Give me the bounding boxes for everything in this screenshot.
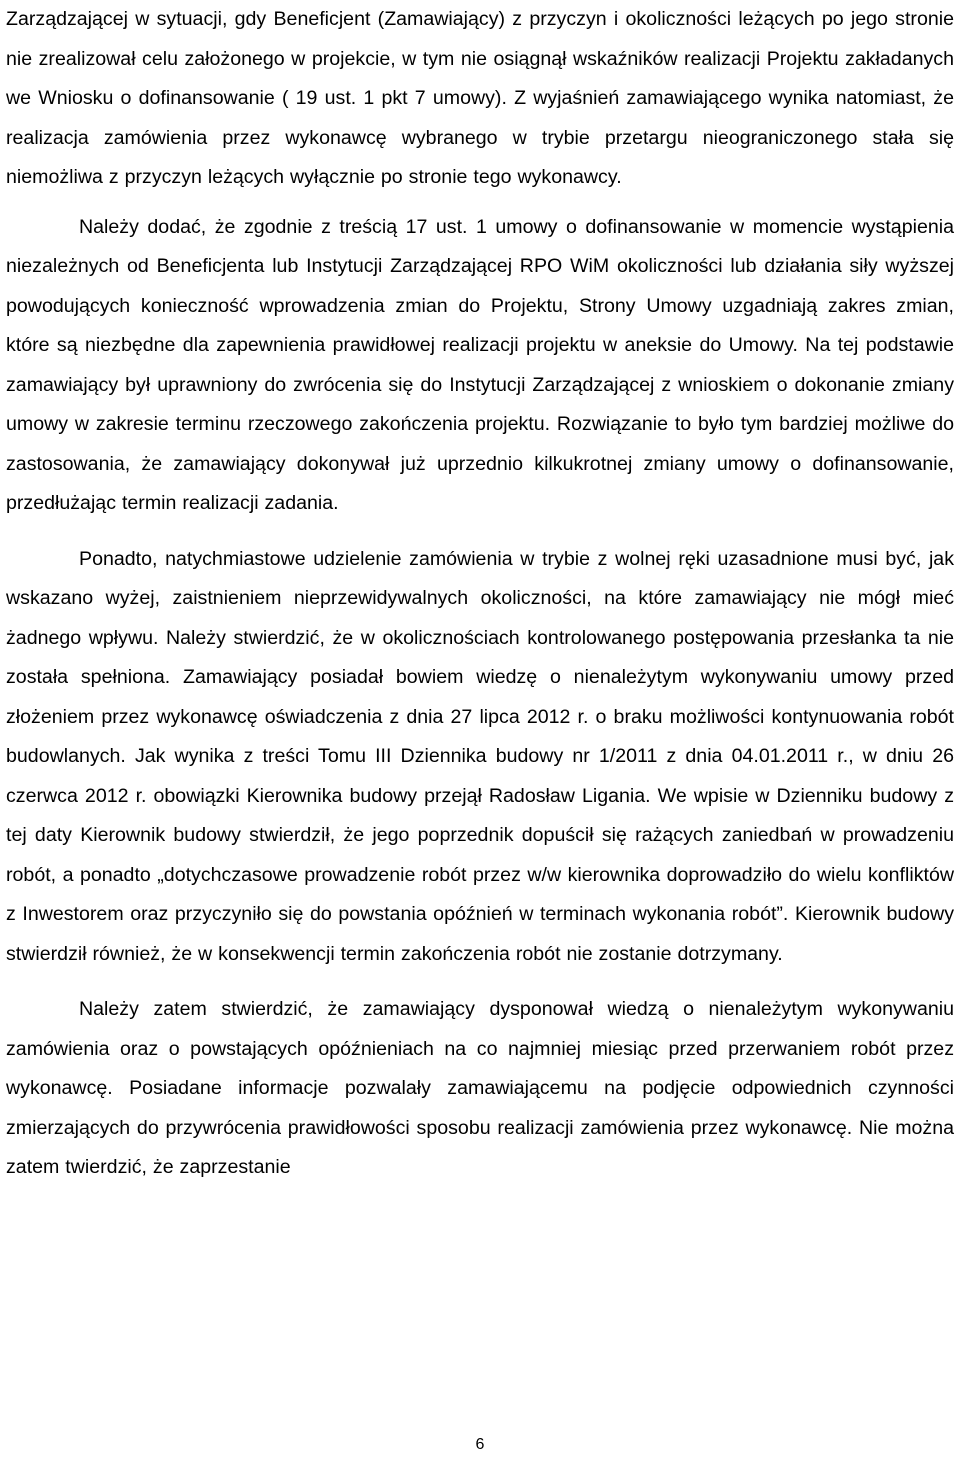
paragraph: Ponadto, natychmiastowe udzielenie zamówienia w trybie z wolnej ręki uzasadnione musi być, jak wskazano wyżej, zaistnieniem nieprzewidywalnych okoliczności, na które zamawiający nie mógł mieć żadnego wpływu. Należy stwierdzić, że w okolicznościach kontrolowanego postępowania przesłanka ta nie została spełniona. Zamawiający posiadał bowiem wiedzę o nienależytym wykonywaniu umowy przed złożeniem przez wykonawcę oświadczenia z dnia 27 lipca 2012 r. o braku możliwości kontynuowania robót budowlanych. Jak wynika z treści Tomu III Dziennika budowy nr 1/2011 z dnia 04.01.2011 r., w dniu 26 czerwca 2012 r. obowiązki Kierownika budowy przejął Radosław Ligania. We wpisie w Dzienniku budowy z tej daty Kierownik budowy stwierdził, że jego poprzednik dopuścił się rażących zaniedbań w prowadzeniu robót, a ponadto „dotychczasowe prowadzenie robót przez w/w kierownika doprowadziło do wielu konfliktów z Inwestorem oraz przyczyniło się do powstania opóźnień w terminach wykonania robót”. Kierownik budowy stwierdził również, że w konsekwencji termin zakończenia robót nie zostanie dotrzymany.: [6, 547, 954, 965]
body-text: [6, 0, 954, 1188]
paragraph: Należy dodać, że zgodnie z treścią 17 ust. 1 umowy o dofinansowanie w momencie wystąpienia niezależnych od Beneficjenta lub Instytucji Zarządzającej RPO WiM okoliczności lub działania siły wyższej powodujących konieczność wprowadzenia zmian do Projektu, Strony Umowy uzgadniają zakres zmian, które są niezbędne dla zapewnienia prawidłowej realizacji projektu w aneksie do Umowy. Na tej podstawie zamawiający był uprawniony do zwrócenia się do Instytucji Zarządzającej z wnioskiem o dokonanie zmiany umowy w zakresie terminu rzeczowego zakończenia projektu. Rozwiązanie to było tym bardziej możliwe do zastosowania, że zamawiający dokonywał już uprzednio kilkukrotnej zmiany umowy o dofinansowanie, przedłużając termin realizacji zadania.: [6, 215, 954, 514]
paragraph-gap: [6, 974, 954, 990]
page-number: 6: [475, 1436, 485, 1453]
paragraph: Należy zatem stwierdzić, że zamawiający dysponował wiedzą o nienależytym wykonywaniu zamówienia oraz o powstających opóźnieniach na co najmniej miesiąc przed przerwaniem robót przez wykonawcę. Posiadane informacje pozwalały zamawiającemu na podjęcie odpowiednich czynności zmierzających do przywrócenia prawidłowości sposobu realizacji zamówienia przez wykonawcę. Nie można zatem twierdzić, że zaprzestanie: [6, 998, 954, 1178]
paragraph-gap: [6, 524, 954, 540]
paragraph-continued: Zarządzającej w sytuacji, gdy Beneficjent (Zamawiający) z przyczyn i okoliczności leżących po jego stronie nie zrealizował celu założonego w projekcie, w tym nie osiągnął wskaźników realizacji Projektu zakładanych we Wniosku o dofinansowanie ( 19 ust. 1 pkt 7 umowy). Z wyjaśnień zamawiającego wynika natomiast, że realizacja zamówienia przez wykonawcę wybranego w trybie przetargu nieograniczonego stała się niemożliwa z przyczyn leżących wyłącznie po stronie tego wykonawcy.: [6, 8, 954, 188]
paragraph-gap: [6, 198, 954, 208]
